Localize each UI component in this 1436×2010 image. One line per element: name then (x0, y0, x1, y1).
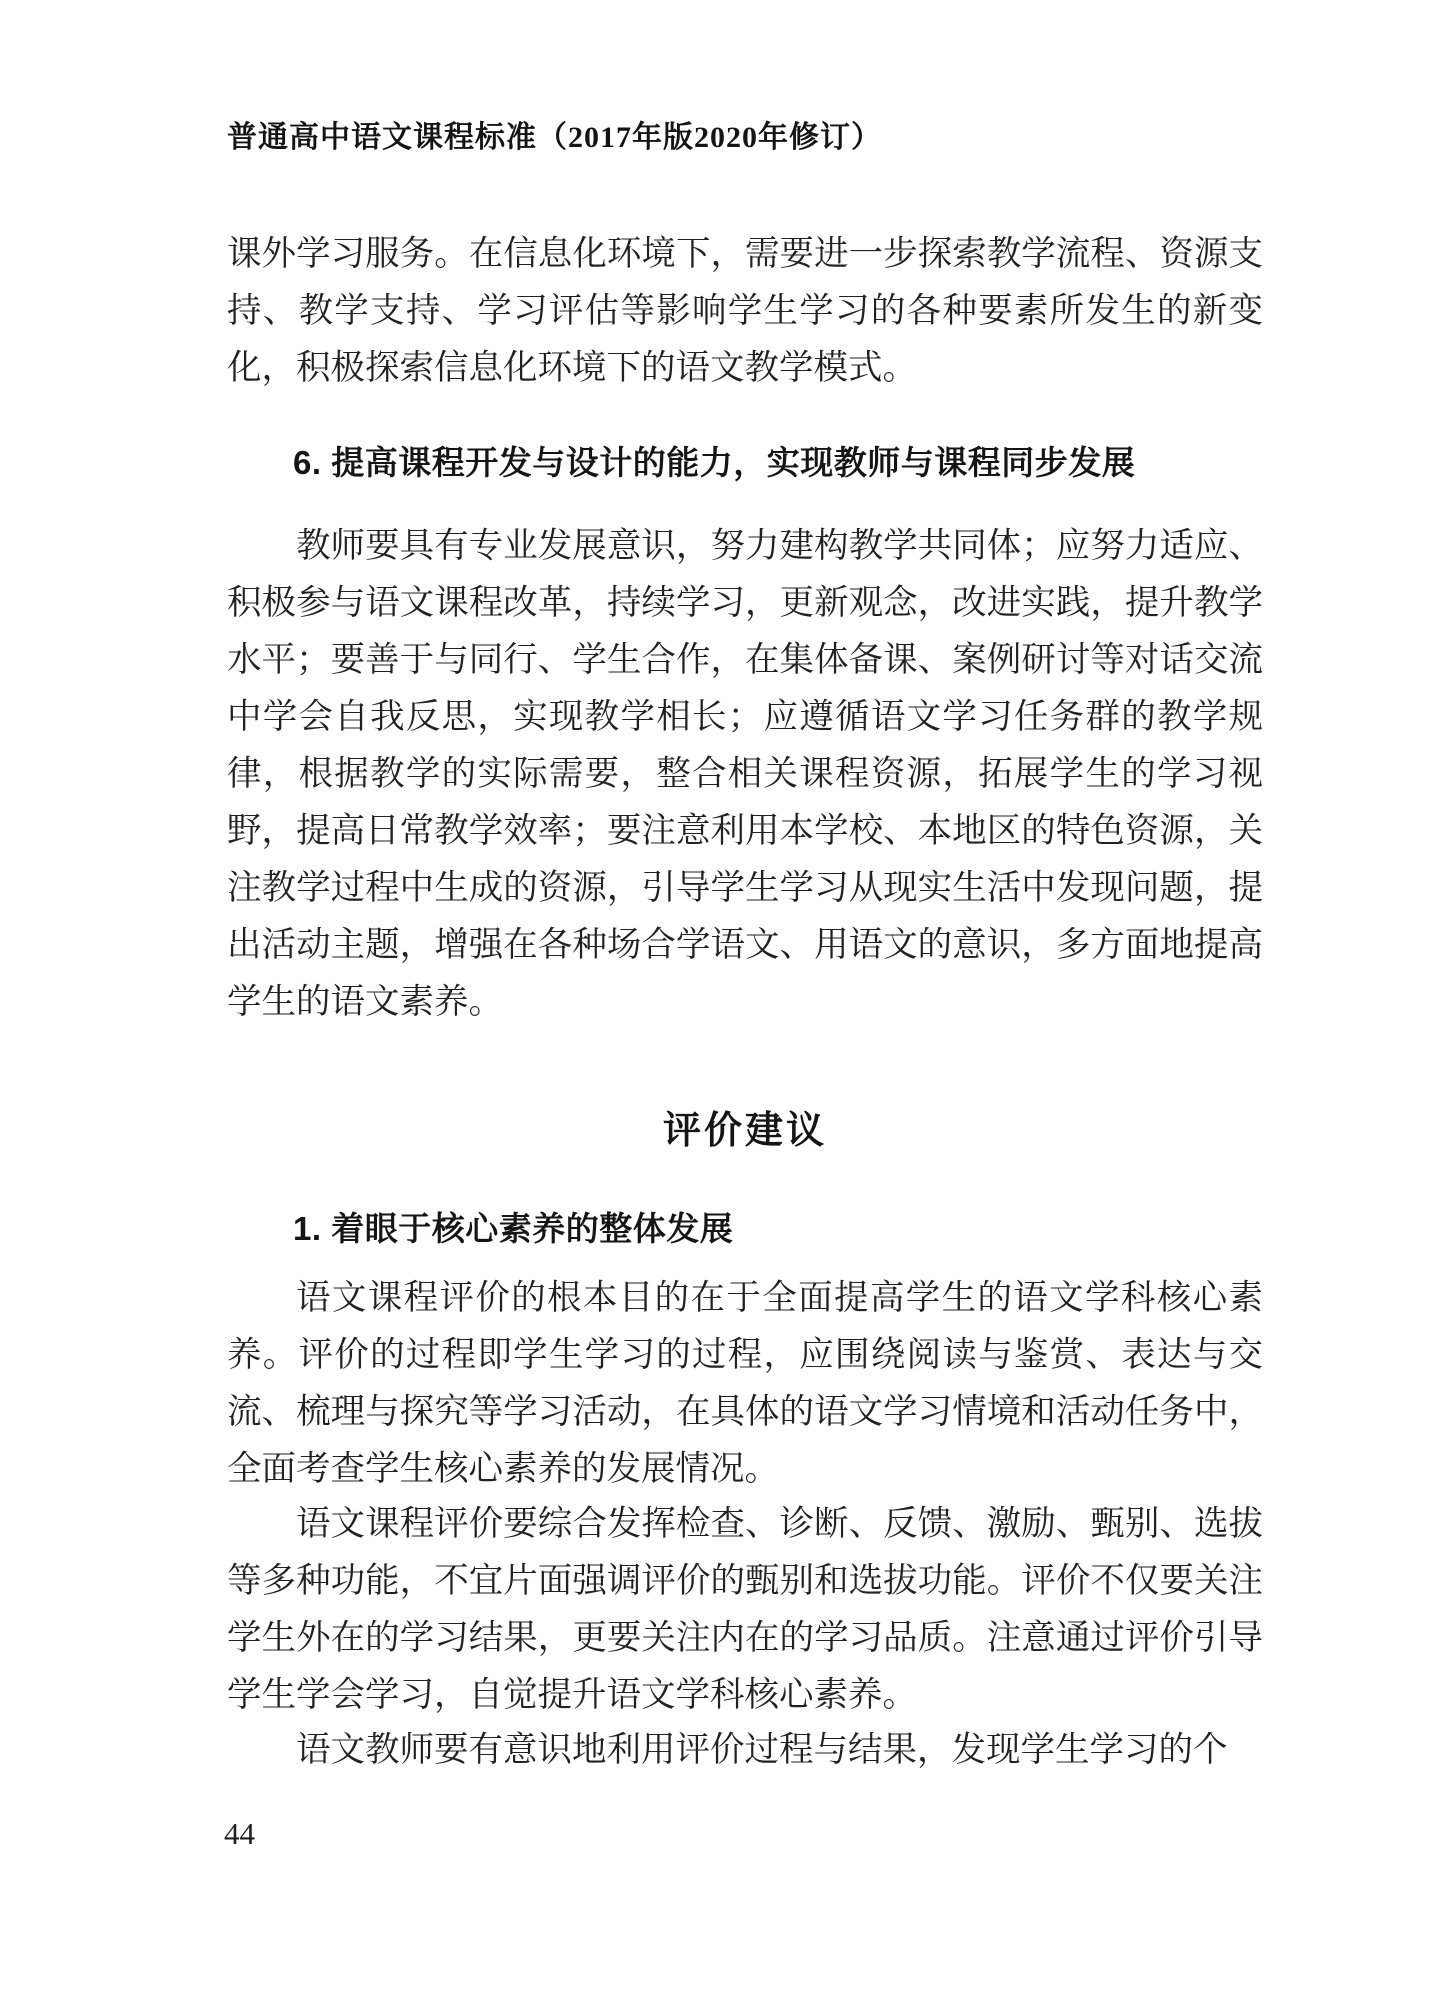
chapter-title-evaluation-suggestions: 评价建议 (662, 1110, 827, 1152)
paragraph-evaluation-teacher-use (227, 1722, 1263, 1779)
paragraph-text: 语文课程评价的根本目的在于全面提高学生的语文学科核心素养。评价的过程即学生学习的过程，应围绕阅读与鉴赏、表达与交流、梳理与探究等学习活动，在具体的语文学习情境和活动任务中，全面考查学生核心素养的发展情况。 (227, 1279, 1263, 1488)
paragraph-teacher-development (227, 518, 1263, 1031)
paragraph-text: 语文教师要有意识地利用评价过程与结果，发现学生学习的个 (296, 1731, 1228, 1769)
page-number: 44 (224, 1816, 255, 1851)
subsection-heading-1-core-literacy: 1. 着眼于核心素养的整体发展 (293, 1210, 734, 1247)
paragraph-evaluation-functions (227, 1496, 1263, 1724)
paragraph-text: 语文课程评价要综合发挥检查、诊断、反馈、激励、甄别、选拔等多种功能，不宜片面强调评价的甄别和选拔功能。评价不仅要关注学生外在的学习结果，更要关注内在的学习品质。注意通过评价引导学生学会学习，自觉提升语文学科核心素养。 (227, 1505, 1263, 1714)
paragraph-continued-from-previous-page (227, 226, 1263, 397)
paragraph-text: 教师要具有专业发展意识，努力建构教学共同体；应努力适应、积极参与语文课程改革，持续学习，更新观念，改进实践，提升教学水平；要善于与同行、学生合作，在集体备课、案例研讨等对话交流中学会自我反思，实现教学相长；应遵循语文学习任务群的教学规律，根据教学的实际需要，整合相关课程资源，拓展学生的学习视野，提高日常教学效率；要注意利用本学校、本地区的特色资源，关注教学过程中生成的资源，引导学生学习从现实生活中发现问题，提出活动主题，增强在各种场合学语文、用语文的意识，多方面地提高学生的语文素养。 (227, 527, 1263, 1021)
paragraph-evaluation-purpose (227, 1270, 1263, 1498)
paragraph-text: 课外学习服务。在信息化环境下，需要进一步探索教学流程、资源支持、教学支持、学习评估等影响学生学习的各种要素所发生的新变化，积极探索信息化环境下的语文教学模式。 (227, 235, 1263, 387)
running-header-title: 普通高中语文课程标准（2017年版2020年修订） (227, 121, 882, 154)
subsection-heading-6-course-development: 6. 提高课程开发与设计的能力，实现教师与课程同步发展 (293, 444, 1136, 481)
